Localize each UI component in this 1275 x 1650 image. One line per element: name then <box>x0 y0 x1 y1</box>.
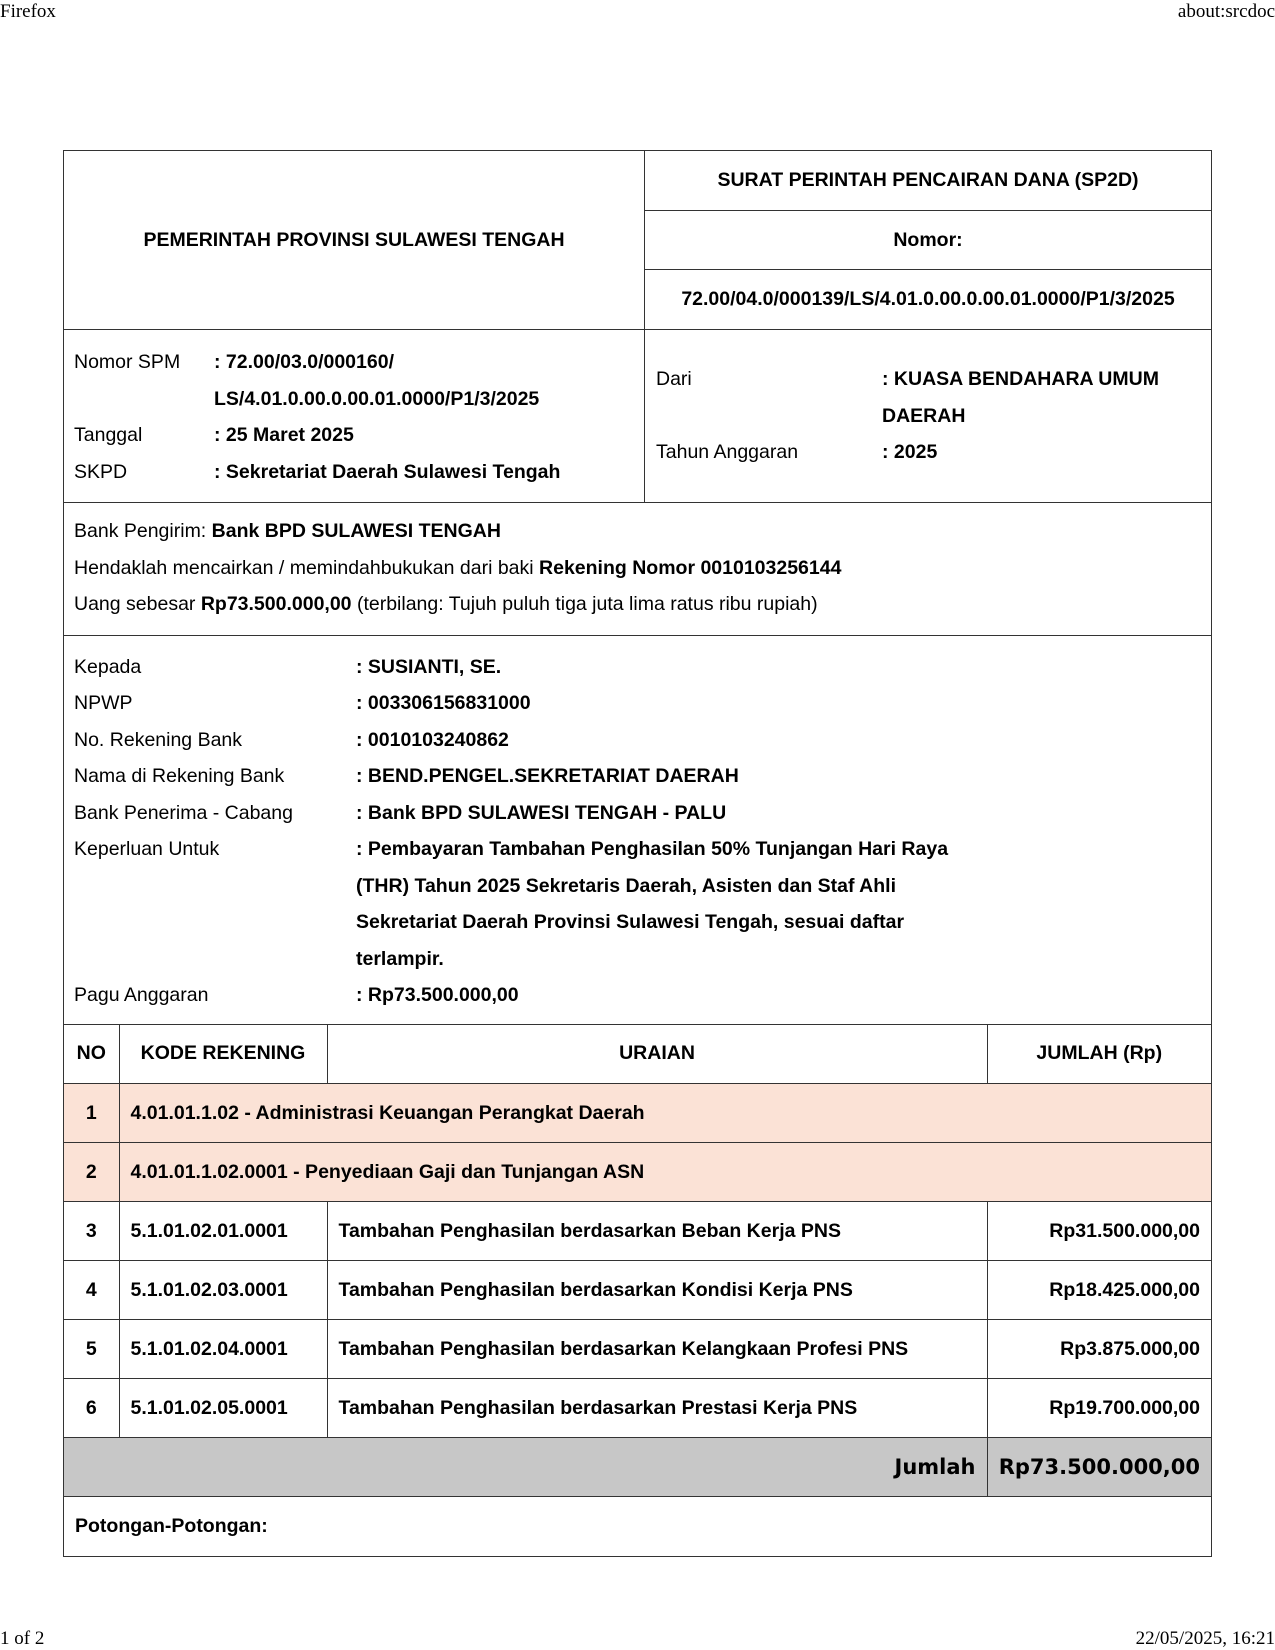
row-uraian: Tambahan Penghasilan berdasarkan Kelangkaan Profesi PNS <box>327 1320 987 1379</box>
tanggal-value: : 25 Maret 2025 <box>214 424 354 446</box>
title-block <box>645 151 1211 329</box>
nama-rekening-value: : BEND.PENGEL.SEKRETARIAT DAERAH <box>356 765 739 787</box>
bank-pengirim-line <box>74 513 1201 550</box>
header-uraian: URAIAN <box>327 1025 987 1084</box>
potongan-row <box>64 1497 1211 1556</box>
bank-penerima-value: : Bank BPD SULAWESI TENGAH - PALU <box>356 801 727 824</box>
skpd-row <box>74 454 634 491</box>
rekening-row <box>74 722 1201 759</box>
keperluan-label: Keperluan Untuk <box>74 838 220 860</box>
row-kode: 5.1.01.02.03.0001 <box>119 1261 327 1320</box>
nomor-value: 72.00/04.0/000139/LS/4.01.0.00.0.00.01.0000/P1/3/2025 <box>645 269 1211 328</box>
nomor-spm-label: Nomor SPM <box>74 351 181 373</box>
skpd-value: : Sekretariat Daerah Sulawesi Tengah <box>214 460 561 483</box>
bank-pengirim-value: Bank BPD SULAWESI TENGAH <box>211 520 501 542</box>
row-no: 4 <box>64 1261 119 1320</box>
dari-value: : KUASA BENDAHARA UMUM DAERAH <box>882 368 1159 427</box>
row-uraian: Tambahan Penghasilan berdasarkan Beban Kerja PNS <box>327 1202 987 1261</box>
terbilang-text: (terbilang: Tujuh puluh tiga juta lima ratus ribu rupiah) <box>351 593 818 615</box>
row-jumlah: Rp3.875.000,00 <box>987 1320 1211 1379</box>
kepada-row <box>74 649 1201 686</box>
group-text: 4.01.01.1.02 - Administrasi Keuangan Perangkat Daerah <box>119 1084 1211 1143</box>
pagu-value: : Rp73.500.000,00 <box>356 984 519 1006</box>
spm-section <box>64 330 1211 503</box>
tanggal-label: Tanggal <box>74 424 143 446</box>
table-row <box>64 1202 1211 1261</box>
nomor-spm-row <box>74 344 634 417</box>
bank-pengirim-label: Bank Pengirim: <box>74 520 212 542</box>
row-kode: 5.1.01.02.01.0001 <box>119 1202 327 1261</box>
sp2d-document <box>63 150 1212 1557</box>
rekening-value: : 0010103240862 <box>356 728 509 751</box>
instruksi-line <box>74 550 1201 587</box>
browser-url: about:srcdoc <box>1177 1 1275 22</box>
header-jumlah: JUMLAH (Rp) <box>987 1025 1211 1084</box>
npwp-value: : 003306156831000 <box>356 692 531 714</box>
total-row <box>64 1438 1211 1497</box>
rekening-sumber: Rekening Nomor 0010103256144 <box>539 556 842 579</box>
potongan-label: Potongan-Potongan: <box>64 1497 1211 1556</box>
kepada-label: Kepada <box>74 655 142 678</box>
total-value: Rp73.500.000,00 <box>987 1438 1211 1497</box>
bank-penerima-label: Bank Penerima - Cabang <box>74 801 293 824</box>
row-jumlah: Rp18.425.000,00 <box>987 1261 1211 1320</box>
print-timestamp: 22/05/2025, 16:21 <box>1135 1628 1275 1649</box>
keperluan-value: : Pembayaran Tambahan Penghasilan 50% Tunjangan Hari Raya (THR) Tahun 2025 Sekretaris Daerah, Asisten dan Staf Ahli Sekretariat Daerah Provinsi Sulawesi Tengah, sesuai daftar terlampir. <box>356 838 949 970</box>
tanggal-row <box>74 417 634 454</box>
row-no: 6 <box>64 1379 119 1438</box>
rekening-table <box>64 1025 1211 1556</box>
uang-value: Rp73.500.000,00 <box>200 593 352 615</box>
nomor-label: Nomor: <box>645 210 1211 269</box>
nomor-spm-value: : 72.00/03.0/000160/ LS/4.01.0.00.0.00.01.0000/P1/3/2025 <box>214 351 540 410</box>
table-header-row <box>64 1025 1211 1084</box>
spm-details <box>64 330 645 502</box>
group-text: 4.01.01.1.02.0001 - Penyediaan Gaji dan Tunjangan ASN <box>119 1143 1211 1202</box>
total-label: Jumlah <box>64 1438 987 1497</box>
dari-row <box>656 361 1201 434</box>
dari-label: Dari <box>656 368 692 391</box>
table-group-row <box>64 1143 1211 1202</box>
bank-penerima-row <box>74 795 1201 832</box>
table-row <box>64 1379 1211 1438</box>
table-row <box>64 1320 1211 1379</box>
pagu-label: Pagu Anggaran <box>74 984 209 1006</box>
row-no: 3 <box>64 1202 119 1261</box>
kepada-value: : SUSIANTI, SE. <box>356 655 502 678</box>
row-no: 2 <box>64 1143 119 1202</box>
recipient-section <box>64 636 1211 1025</box>
bank-section <box>64 503 1211 636</box>
row-jumlah: Rp31.500.000,00 <box>987 1202 1211 1261</box>
document-title: SURAT PERINTAH PENCAIRAN DANA (SP2D) <box>717 169 1139 191</box>
row-kode: 5.1.01.02.04.0001 <box>119 1320 327 1379</box>
npwp-label: NPWP <box>74 692 133 714</box>
tahun-label: Tahun Anggaran <box>656 441 799 464</box>
page-indicator: 1 of 2 <box>0 1628 45 1649</box>
source-details <box>645 330 1211 502</box>
row-kode: 5.1.01.02.05.0001 <box>119 1379 327 1438</box>
npwp-row <box>74 685 1201 722</box>
skpd-label: SKPD <box>74 460 128 483</box>
header-kode: KODE REKENING <box>119 1025 327 1084</box>
issuer-name: PEMERINTAH PROVINSI SULAWESI TENGAH <box>64 151 645 329</box>
nama-rekening-label: Nama di Rekening Bank <box>74 765 285 787</box>
table-row <box>64 1261 1211 1320</box>
tahun-value: : 2025 <box>882 441 938 464</box>
row-uraian: Tambahan Penghasilan berdasarkan Kondisi Kerja PNS <box>327 1261 987 1320</box>
nama-rekening-row <box>74 758 1201 795</box>
table-group-row <box>64 1084 1211 1143</box>
keperluan-row <box>74 831 1201 977</box>
header-no: NO <box>64 1025 119 1084</box>
row-no: 1 <box>64 1084 119 1143</box>
uang-label: Uang sebesar <box>74 593 201 615</box>
browser-app-name: Firefox <box>0 1 56 22</box>
row-uraian: Tambahan Penghasilan berdasarkan Prestasi Kerja PNS <box>327 1379 987 1438</box>
pagu-row <box>74 977 1201 1014</box>
rekening-label: No. Rekening Bank <box>74 728 243 751</box>
row-no: 5 <box>64 1320 119 1379</box>
document-header <box>64 151 1211 330</box>
uang-line <box>74 586 1201 623</box>
instruksi-text: Hendaklah mencairkan / memindahbukukan dari baki <box>74 556 540 579</box>
tahun-row <box>656 434 1201 471</box>
row-jumlah: Rp19.700.000,00 <box>987 1379 1211 1438</box>
